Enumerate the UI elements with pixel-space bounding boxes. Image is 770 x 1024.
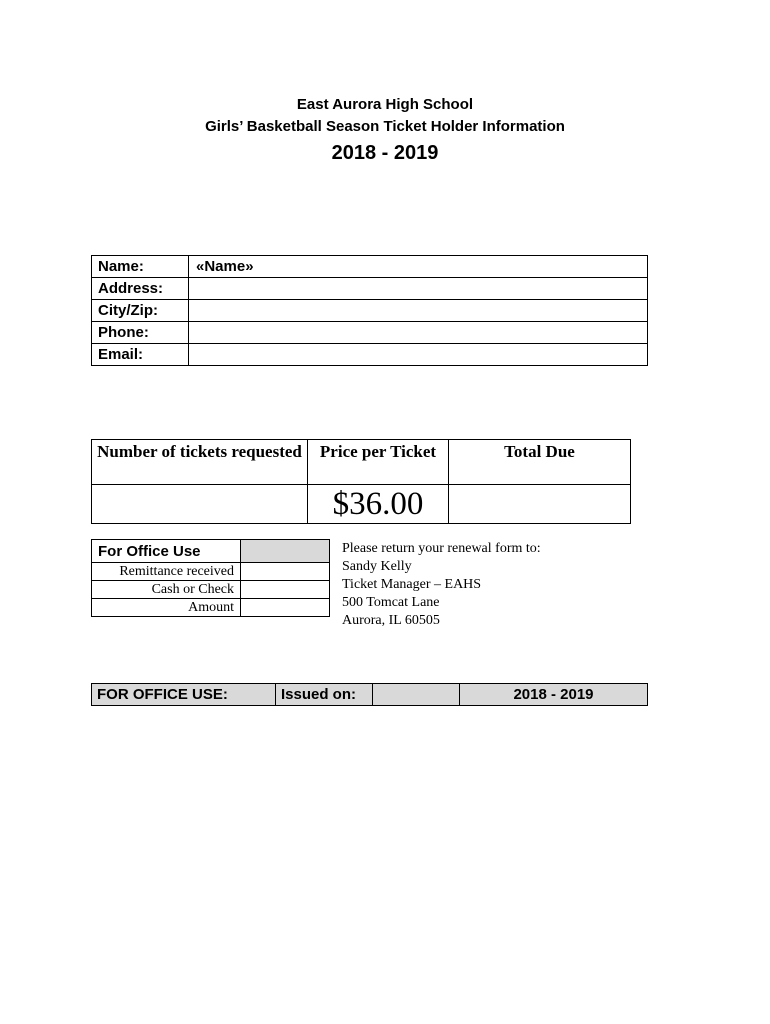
contact-info-table: [91, 255, 648, 366]
number-of-tickets-header: Number of tickets requested: [92, 440, 308, 485]
price-per-ticket-value: $36.00: [308, 485, 449, 524]
issued-on-field[interactable]: [373, 684, 460, 706]
amount-field[interactable]: [241, 599, 330, 617]
form-title: Girls’ Basketball Season Ticket Holder Information: [205, 118, 565, 135]
ticket-order-table: [91, 439, 631, 524]
remittance-received-field[interactable]: [241, 563, 330, 581]
return-contact-name: Sandy Kelly: [342, 559, 412, 574]
return-city: Aurora, IL 60505: [342, 613, 440, 628]
school-name: East Aurora High School: [296, 96, 474, 113]
address-label: Address:: [92, 278, 189, 300]
contact-row-address: [92, 278, 648, 300]
contact-row-city-zip: [92, 300, 648, 322]
total-due-header: Total Due: [449, 440, 631, 485]
return-instruction: Please return your renewal form to:: [342, 541, 541, 556]
price-per-ticket-header: Price per Ticket: [308, 440, 449, 485]
office-use-bar: [91, 683, 648, 706]
phone-label: Phone:: [92, 322, 189, 344]
remittance-received-label: Remittance received: [92, 563, 241, 581]
office-use-table: [91, 539, 330, 617]
return-address-block: [342, 540, 541, 630]
cash-or-check-label: Cash or Check: [92, 581, 241, 599]
contact-row-email: [92, 344, 648, 366]
email-field[interactable]: [189, 344, 648, 366]
issued-on-label: Issued on:: [276, 684, 373, 706]
number-of-tickets-field[interactable]: [92, 485, 308, 524]
contact-row-name: [92, 256, 648, 278]
city-zip-field[interactable]: [189, 300, 648, 322]
season-heading: 2018 - 2019: [331, 142, 439, 164]
office-use-bar-label: FOR OFFICE USE:: [92, 684, 276, 706]
return-street: 500 Tomcat Lane: [342, 595, 440, 610]
bottom-season: 2018 - 2019: [460, 684, 648, 706]
total-due-field[interactable]: [449, 485, 631, 524]
amount-label: Amount: [92, 599, 241, 617]
name-field[interactable]: «Name»: [189, 256, 648, 278]
office-use-title-cell: [241, 540, 330, 563]
office-use-title: For Office Use: [92, 540, 241, 563]
email-label: Email:: [92, 344, 189, 366]
phone-field[interactable]: [189, 322, 648, 344]
name-label: Name:: [92, 256, 189, 278]
address-field[interactable]: [189, 278, 648, 300]
contact-row-phone: [92, 322, 648, 344]
cash-or-check-field[interactable]: [241, 581, 330, 599]
city-zip-label: City/Zip:: [92, 300, 189, 322]
return-contact-title: Ticket Manager – EAHS: [342, 577, 482, 592]
